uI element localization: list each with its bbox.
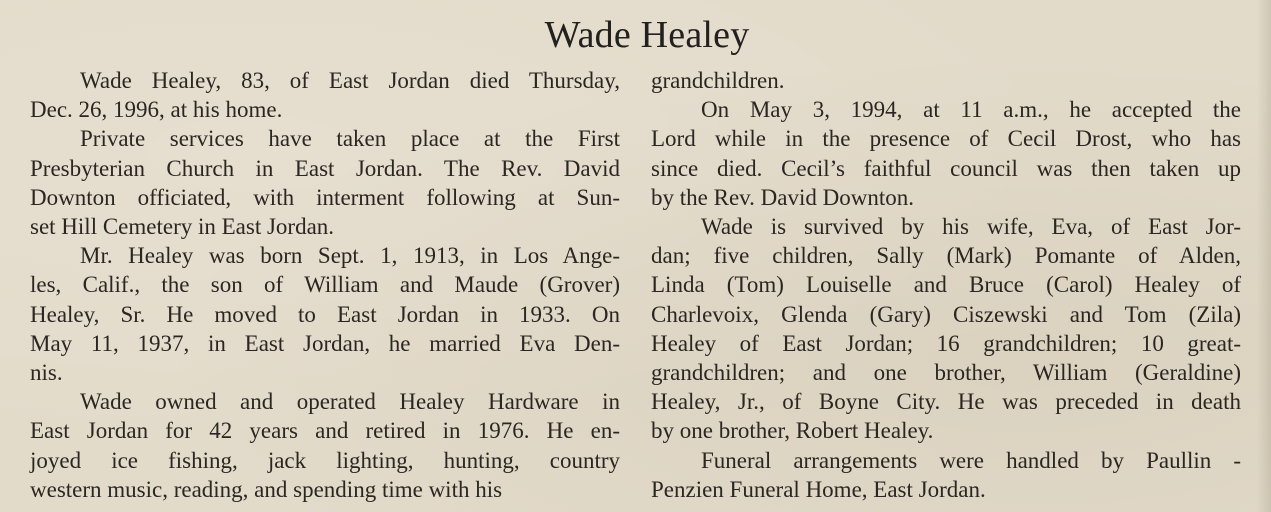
right-column	[651, 66, 1241, 504]
article-line: Wade owned and operated Healey Hardware in	[80, 389, 620, 415]
article-paragraph	[30, 241, 620, 387]
left-column	[30, 66, 620, 504]
article-line: nis.	[30, 360, 63, 386]
paper-edge-shadow	[1257, 0, 1271, 512]
article-line: Wade Healey, 83, of East Jordan died Thursday,	[80, 68, 620, 93]
article-line: Presbyterian Church in East Jordan. The Rev. David	[30, 155, 620, 181]
article-line: dan; five children, Sally (Mark) Pomante of Alden,	[651, 243, 1241, 269]
article-line: joyed ice fishing, jack lighting, hunting, country	[30, 447, 620, 473]
article-line: by one brother, Robert Healey.	[651, 418, 934, 444]
article-line: Dec. 26, 1996, at his home.	[30, 97, 283, 123]
article-line: Healey, Jr., of Boyne City. He was preceded in death	[651, 389, 1241, 415]
article-line: Linda (Tom) Louiselle and Bruce (Carol) Healey of	[651, 272, 1241, 298]
article-line: East Jordan for 42 years and retired in 1976. He en-	[30, 418, 620, 444]
article-paragraph	[30, 387, 620, 504]
article-paragraph	[651, 212, 1241, 446]
obituary-headline: Wade Healey	[544, 14, 750, 56]
article-paragraph	[651, 66, 1241, 95]
article-paragraph	[651, 95, 1241, 212]
article-line: set Hill Cemetery in East Jordan.	[30, 214, 335, 240]
article-line: Penzien Funeral Home, East Jordan.	[651, 476, 986, 502]
article-line: Wade is survived by his wife, Eva, of East Jor-	[701, 214, 1241, 240]
article-line: western music, reading, and spending time with his	[30, 476, 503, 502]
article-line: May 11, 1937, in East Jordan, he married Eva Den-	[30, 330, 620, 356]
article-paragraph	[30, 66, 620, 124]
article-paragraph	[651, 446, 1241, 504]
article-line: Downton officiated, with interment following at Sun-	[30, 184, 620, 210]
article-line: grandchildren; and one brother, William (Geraldine)	[651, 360, 1241, 386]
article-line: On May 3, 1994, at 11 a.m., he accepted the	[701, 97, 1241, 123]
article-line: Funeral arrangements were handled by Paullin -	[701, 447, 1241, 473]
article-paragraph	[30, 124, 620, 241]
article-line: Healey, Sr. He moved to East Jordan in 1933. On	[30, 301, 620, 327]
article-line: Charlevoix, Glenda (Gary) Ciszewski and Tom (Zila)	[651, 301, 1241, 327]
article-line: Lord while in the presence of Cecil Drost, who has	[651, 126, 1241, 152]
article-line: Mr. Healey was born Sept. 1, 1913, in Los Ange-	[80, 243, 620, 269]
article-line: les, Calif., the son of William and Maude (Grover)	[30, 272, 620, 298]
article-line: by the Rev. David Downton.	[651, 184, 914, 210]
article-line: since died. Cecil’s faithful council was then taken up	[651, 155, 1241, 181]
article-line: Private services have taken place at the First	[80, 126, 620, 152]
article-line: grandchildren.	[651, 68, 785, 93]
article-line: Healey of East Jordan; 16 grandchildren; 10 great-	[651, 330, 1241, 356]
